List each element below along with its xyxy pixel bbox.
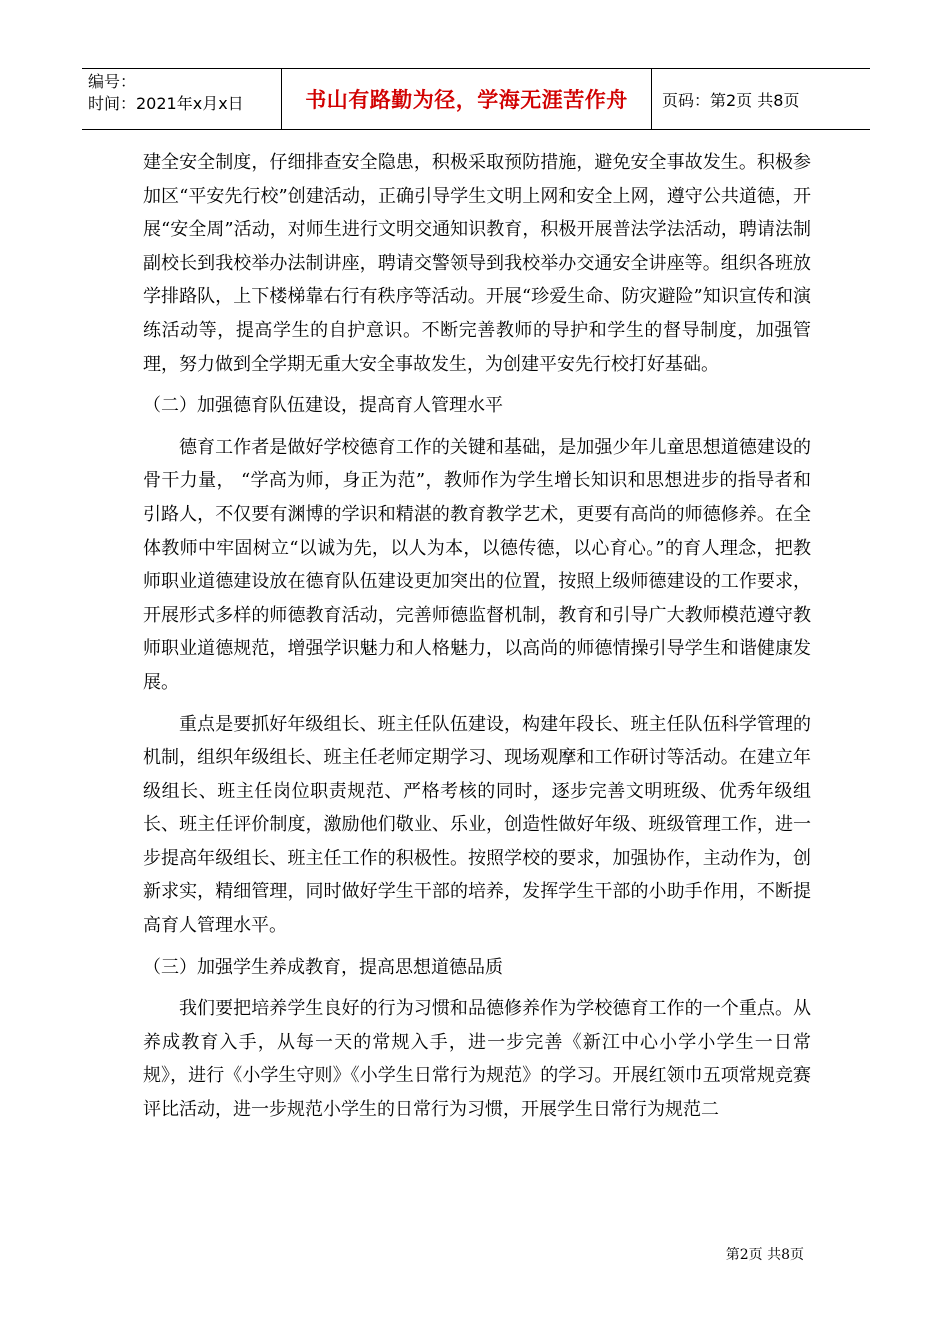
page-header — [82, 68, 870, 130]
paragraph-teacher-ethics: 德育工作者是做好学校德育工作的关键和基础，是加强少年儿童思想道德建设的骨干力量， “学高为师，身正为范”，教师作为学生增长知识和思想进步的指导者和引路人，不仅要有渊博的学识和精湛的教育教学艺术，更要有高尚的师德修养。在全体教师中牢固树立“以诚为先，以人为本，以德传德，以心育心。”的育人理念，把教师职业道德建设放在德育队伍建设更加突出的位置，按照上级师德建设的工作要求，开展形式多样的师德教育活动，完善师德监督机制，教育和引导广大教师模范遵守教师职业道德规范，增强学识魅力和人格魅力，以高尚的师德情操引导学生和谐健康发展。 — [143, 436, 811, 693]
page-footer: 第2页 共8页 — [725, 1247, 804, 1263]
document-body — [143, 146, 811, 1127]
document-date: 时间：2021年x月x日 — [88, 94, 244, 113]
paragraph-safety: 建全安全制度，仔细排查安全隐患，积极采取预防措施，避免安全事故发生。积极参加区“平安先行校”创建活动，正确引导学生文明上网和安全上网，遵守公共道德，开展“安全周”活动，对师生进行文明交通知识教育，积极开展普法学法活动，聘请法制副校长到我校举办法制讲座，聘请交警领导到我校举办交通安全讲座等。组织各班放学排路队，上下楼梯靠右行有秩序等活动。开展“珍爱生命、防灾避险”知识宣传和演练活动等，提高学生的自护意识。不断完善教师的导护和学生的督导制度，加强管理，努力做到全学期无重大安全事故发生，为创建平安先行校打好基础。 — [143, 152, 811, 375]
section-heading-2: （二）加强德育队伍建设，提高育人管理水平 — [143, 395, 503, 417]
paragraph-habits: 我们要把培养学生良好的行为习惯和品德修养作为学校德育工作的一个重点。从养成教育入手，从每一天的常规入手，进一步完善《新江中心小学小学生一日常规》，进行《小学生守则》《小学生日常行为规范》的学习。开展红领巾五项常规竞赛评比活动，进一步规范小学生的日常行为习惯，开展学生日常行为规范二 — [143, 998, 811, 1121]
document-number: 编号： — [88, 72, 137, 91]
header-page-info: 页码：第2页 共8页 — [662, 90, 800, 110]
header-motto: 书山有路勤为径，学海无涯苦作舟 — [282, 69, 652, 129]
paragraph-class-leaders: 重点是要抓好年级组长、班主任队伍建设，构建年段长、班主任队伍科学管理的机制，组织年级组长、班主任老师定期学习、现场观摩和工作研讨等活动。在建立年级组长、班主任岗位职责规范、严格考核的同时，逐步完善文明班级、优秀年级组长、班主任评价制度，激励他们敬业、乐业，创造性做好年级、班级管理工作，进一步提高年级组长、班主任工作的积极性。按照学校的要求，加强协作，主动作为，创新求实，精细管理，同时做好学生干部的培养，发挥学生干部的小助手作用，不断提高育人管理水平。 — [143, 713, 811, 937]
section-heading-3: （三）加强学生养成教育，提高思想道德品质 — [143, 956, 503, 978]
header-meta — [82, 69, 282, 129]
